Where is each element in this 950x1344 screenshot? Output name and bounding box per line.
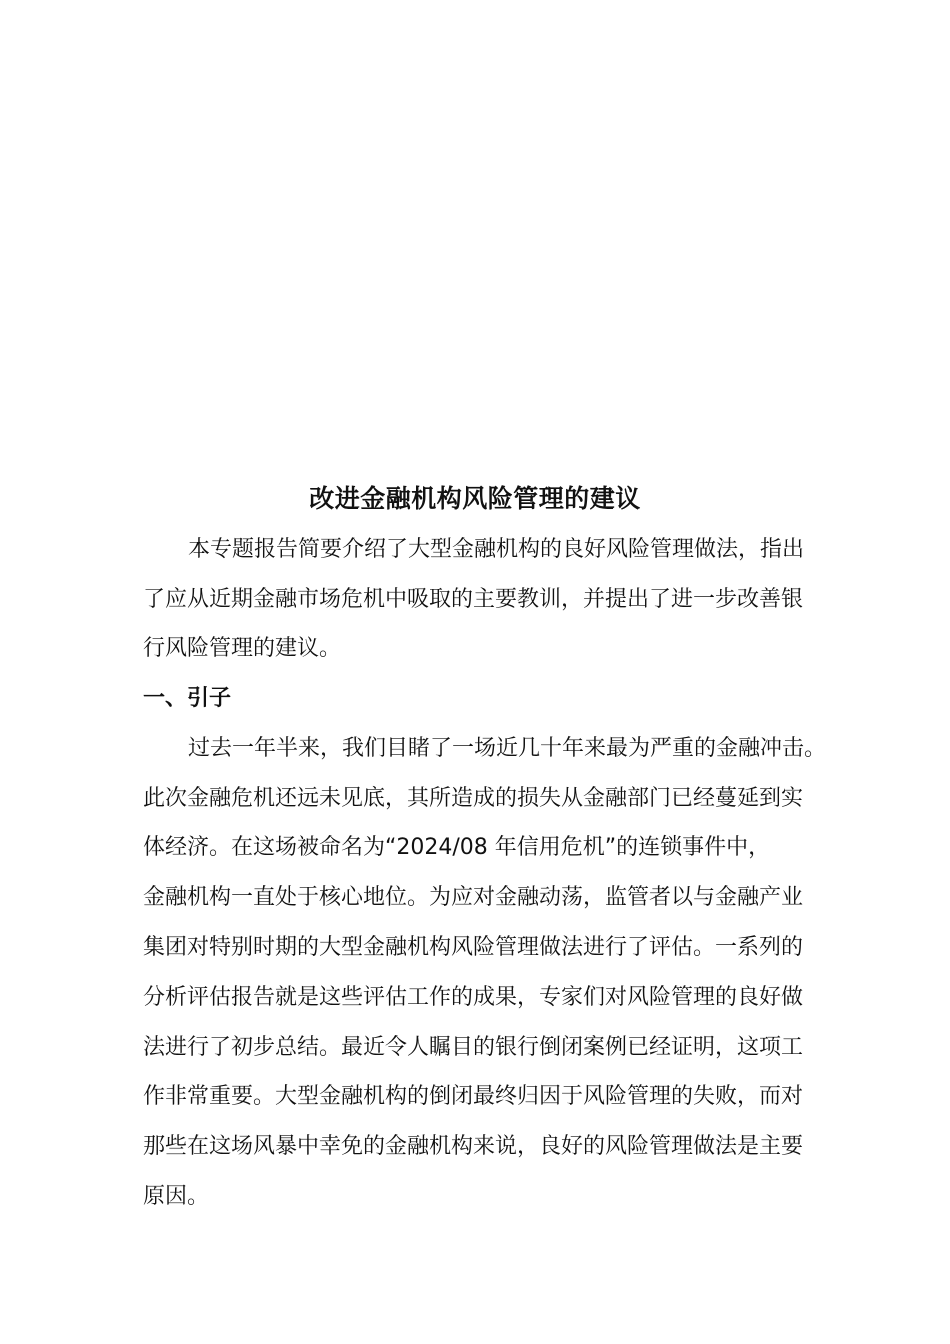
paragraph-line-1: 过去一年半来，我们目睹了一场近几十年来最为严重的金融冲击。 xyxy=(188,736,827,761)
paragraph-line-5: 集团对特别时期的大型金融机构风险管理做法进行了评估。一系列的 xyxy=(143,935,804,960)
paragraph-line-10: 原因。 xyxy=(143,1184,210,1209)
paragraph-line-9: 那些在这场风暴中幸免的金融机构来说，良好的风险管理做法是主要 xyxy=(143,1134,804,1159)
paragraph-line-6: 分析评估报告就是这些评估工作的成果，专家们对风险管理的良好做 xyxy=(143,985,804,1010)
paragraph-line-3: 体经济。在这场被命名为“2024/08 年信用危机”的连锁事件中， xyxy=(143,835,771,860)
paragraph-line-7: 法进行了初步总结。最近令人瞩目的银行倒闭案例已经证明，这项工 xyxy=(143,1035,804,1060)
abstract-line-2: 了应从近期金融市场危机中吸取的主要教训，并提出了进一步改善银 xyxy=(143,587,804,612)
abstract-line-3: 行风险管理的建议。 xyxy=(143,636,342,661)
paragraph-line-4: 金融机构一直处于核心地位。为应对金融动荡，监管者以与金融产业 xyxy=(143,885,804,910)
document-title: 改进金融机构风险管理的建议 xyxy=(309,484,641,513)
paragraph-line-2: 此次金融危机还远未见底，其所造成的损失从金融部门已经蔓延到实 xyxy=(143,786,804,811)
section-heading: 一、引子 xyxy=(143,686,232,711)
abstract-line-1: 本专题报告简要介绍了大型金融机构的良好风险管理做法，指出 xyxy=(188,537,805,562)
paragraph-line-8: 作非常重要。大型金融机构的倒闭最终归因于风险管理的失败，而对 xyxy=(143,1084,804,1109)
